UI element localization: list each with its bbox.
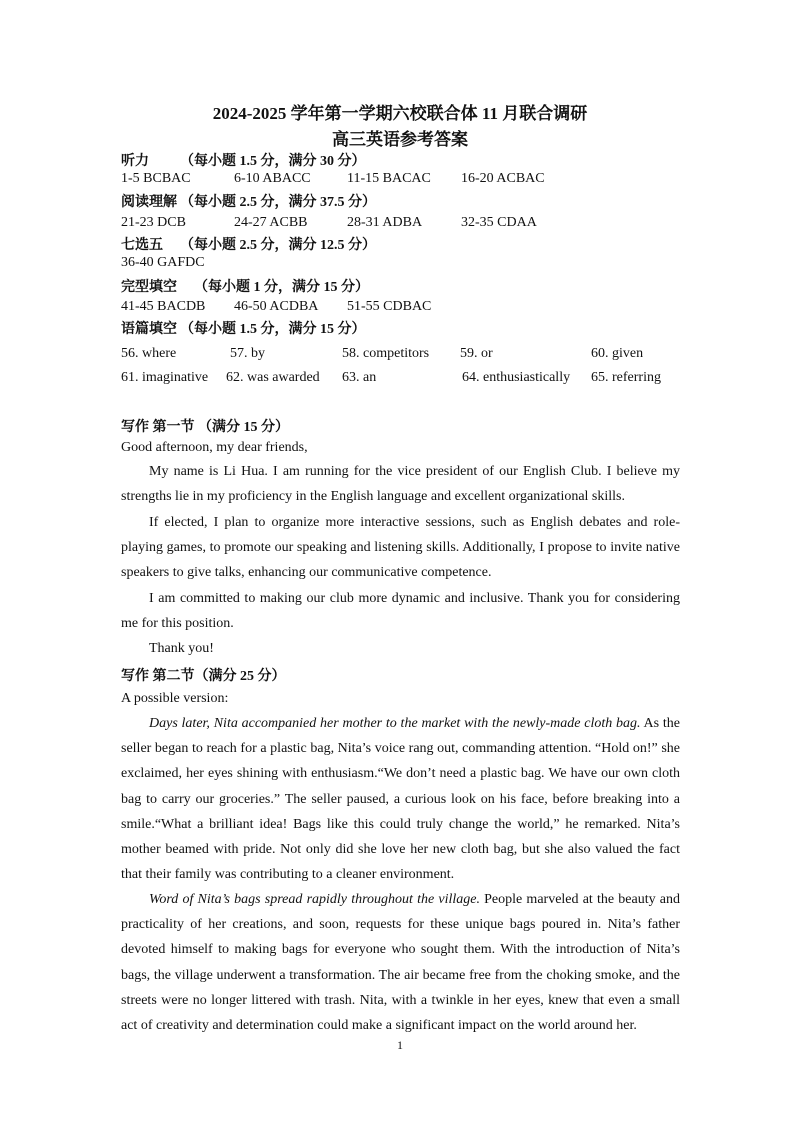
writing2-paragraph-lead: Word of Nita’s bags spread rapidly throughout the village. <box>149 892 480 907</box>
listening-answer: 1-5 BCBAC <box>121 171 191 186</box>
page-number: 1 <box>397 1038 403 1052</box>
seven-choose-five-heading: 七选五 <box>121 238 163 253</box>
writing2-paragraph-lead: Days later, Nita accompanied her mother to the market with the newly-made cloth bag. <box>149 716 641 731</box>
writing1-paragraph <box>121 510 680 586</box>
writing1-paragraph-text: I am committed to making our club more dynamic and inclusive. Thank you for considering me for this position. <box>121 591 680 632</box>
writing1-heading: 写作 第一节 （满分 15 分） <box>121 420 289 435</box>
listening-answer: 16-20 ACBAC <box>461 171 545 186</box>
writing1-paragraph <box>121 459 680 509</box>
seven-choose-five-scoring: （每小题 2.5 分，满分 12.5 分） <box>180 238 376 253</box>
grammar-fill-answer: 63. an <box>342 370 377 385</box>
grammar-fill-answer: 60. given <box>591 346 644 361</box>
grammar-fill-answer: 64. enthusiastically <box>462 370 571 385</box>
grammar-fill-answer: 62. was awarded <box>226 370 320 385</box>
grammar-fill-answer: 57. by <box>230 346 265 361</box>
writing2-paragraph-body: People marveled at the beauty and practicality of her creations, and soon, requests for these unique bags poured in. Nita’s father devoted himself to making bags for everyone who sought them. With the introduction of Nita’s bags, the village underwent a transformation. The air became free from the choking smoke, and the streets were no longer littered with trash. Nita, with a twinkle in her eyes, knew that even a small act of creativity and determination could make a significant impact on the world around her. <box>121 892 680 1034</box>
cloze-scoring: （每小题 1 分，满分 15 分） <box>194 280 369 295</box>
document-subtitle: 高三英语参考答案 <box>332 130 468 149</box>
grammar-fill-scoring: （每小题 1.5 分，满分 15 分） <box>180 322 366 337</box>
listening-answer: 6-10 ABACC <box>234 171 311 186</box>
cloze-heading: 完型填空 <box>121 280 177 295</box>
grammar-fill-answer: 65. referring <box>591 370 661 385</box>
grammar-fill-answer: 58. competitors <box>342 346 430 361</box>
reading-answer: 28-31 ADBA <box>347 215 423 230</box>
grammar-fill-heading: 语篇填空 <box>121 322 177 337</box>
writing1-greeting: Good afternoon, my dear friends, <box>121 440 308 455</box>
writing1-paragraph-text: If elected, I plan to organize more interactive sessions, such as English debates and role-playing games, to promote our speaking and listening skills. Additionally, I propose to invite native speakers to give talks, enhancing our communicative competence. <box>121 515 680 581</box>
listening-answer: 11-15 BACAC <box>347 171 431 186</box>
reading-heading: 阅读理解 <box>121 195 177 210</box>
grammar-fill-answer: 59. or <box>460 346 493 361</box>
seven-choose-five-answer: 36-40 GAFDC <box>121 255 205 270</box>
writing1-paragraph <box>121 586 680 636</box>
listening-scoring: （每小题 1.5 分，满分 30 分） <box>180 154 366 169</box>
reading-scoring: （每小题 2.5 分，满分 37.5 分） <box>180 195 376 210</box>
listening-heading: 听力 <box>121 154 149 169</box>
writing2-paragraph <box>121 887 680 1038</box>
writing2-version-label: A possible version: <box>121 691 229 706</box>
writing2-paragraph <box>121 711 680 887</box>
grammar-fill-answer: 61. imaginative <box>121 370 209 385</box>
reading-answer: 32-35 CDAA <box>461 215 537 230</box>
writing1-paragraph-text: My name is Li Hua. I am running for the vice president of our English Club. I believe my strengths lie in my proficiency in the English language and excellent organizational skills. <box>121 464 680 505</box>
reading-answer: 24-27 ACBB <box>234 215 308 230</box>
writing2-paragraph-body: As the seller began to reach for a plastic bag, Nita’s voice rang out, commanding attention. “Hold on!” she exclaimed, her eyes shining with enthusiasm.“We don’t need a plastic bag. We have our own cloth bag to carry our groceries.” The seller paused, a curious look on his face, before breaking into a smile.“What a brilliant idea! Bags like this could truly change the world,” he remarked. Nita’s mother beamed with pride. Not only did she love her new cloth bag, but she also valued the fact that their family was contributing to a cleaner environment. <box>121 716 680 883</box>
writing1-closing: Thank you! <box>149 641 214 656</box>
grammar-fill-answer: 56. where <box>121 346 177 361</box>
document-title: 2024-2025 学年第一学期六校联合体 11 月联合调研 <box>212 104 588 123</box>
cloze-answer: 41-45 BACDB <box>121 299 206 314</box>
cloze-answer: 51-55 CDBAC <box>347 299 432 314</box>
writing2-heading: 写作 第二节（满分 25 分） <box>121 669 286 684</box>
cloze-answer: 46-50 ACDBA <box>234 299 319 314</box>
reading-answer: 21-23 DCB <box>121 215 186 230</box>
